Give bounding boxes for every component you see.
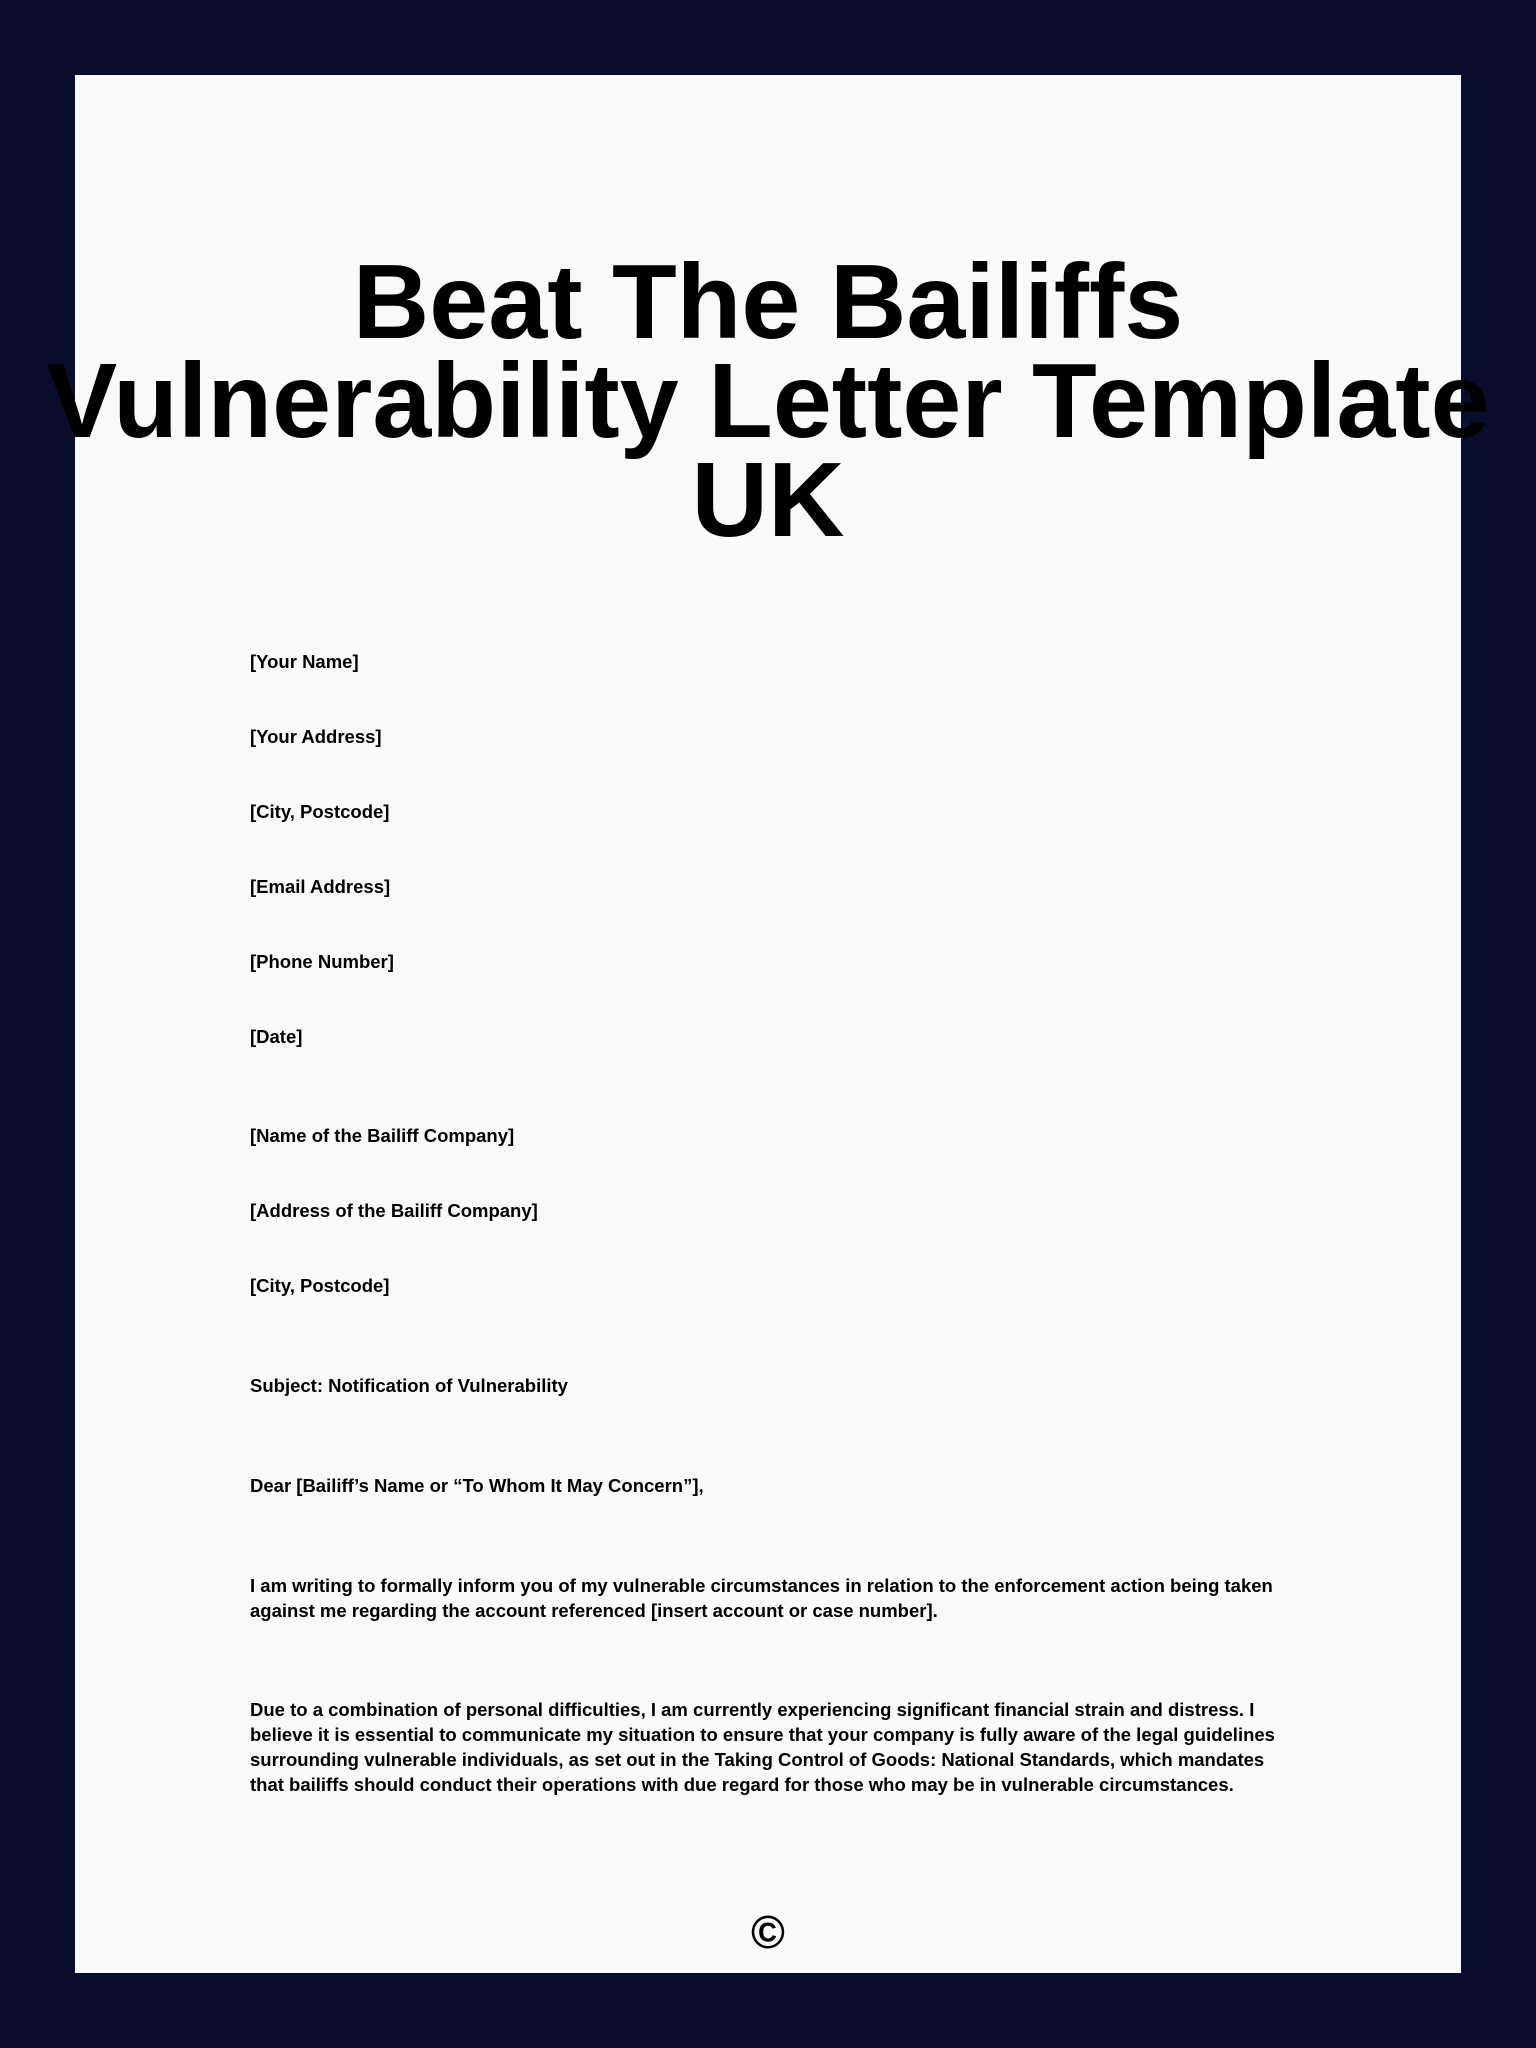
sender-phone: [Phone Number] (250, 951, 394, 972)
recipient-name: [Name of the Bailiff Company] (250, 1125, 515, 1146)
title-line-2: Vulnerability Letter Template (46, 342, 1490, 460)
salutation: Dear [Bailiff’s Name or “To Whom It May Concern”], (250, 1475, 704, 1496)
sender-name: [Your Name] (250, 651, 359, 672)
recipient-city: [City, Postcode] (250, 1275, 390, 1296)
subject-line: Subject: Notification of Vulnerability (250, 1375, 568, 1396)
sender-address: [Your Address] (250, 726, 382, 747)
letter-page (46, 75, 1490, 1973)
page-title (45, 243, 1491, 559)
sender-email: [Email Address] (250, 876, 391, 897)
letter-date: [Date] (250, 1026, 303, 1047)
title-line-3: UK (691, 441, 845, 559)
title-line-1: Beat The Bailiffs (352, 243, 1184, 361)
paragraph-2: Due to a combination of personal difficulties, I am currently experiencing significant financial strain and distress. I believe it is essential to communicate my situation to ensure that your company is fully aware of the legal guidelines surrounding vulnerable individuals, as set out in the Taking Control of Goods: National Standards, which mandates that bailiffs should conduct their operations with due regard for those who may be in vulnerable circumstances. (250, 1699, 1275, 1795)
recipient-address: [Address of the Bailiff Company] (250, 1200, 538, 1221)
copyright-icon: © (751, 1906, 785, 1958)
sender-city: [City, Postcode] (250, 801, 390, 822)
paragraph-1: I am writing to formally inform you of my vulnerable circumstances in relation to the enforcement action being taken against me regarding the account referenced [insert account or case number]. (250, 1575, 1273, 1621)
